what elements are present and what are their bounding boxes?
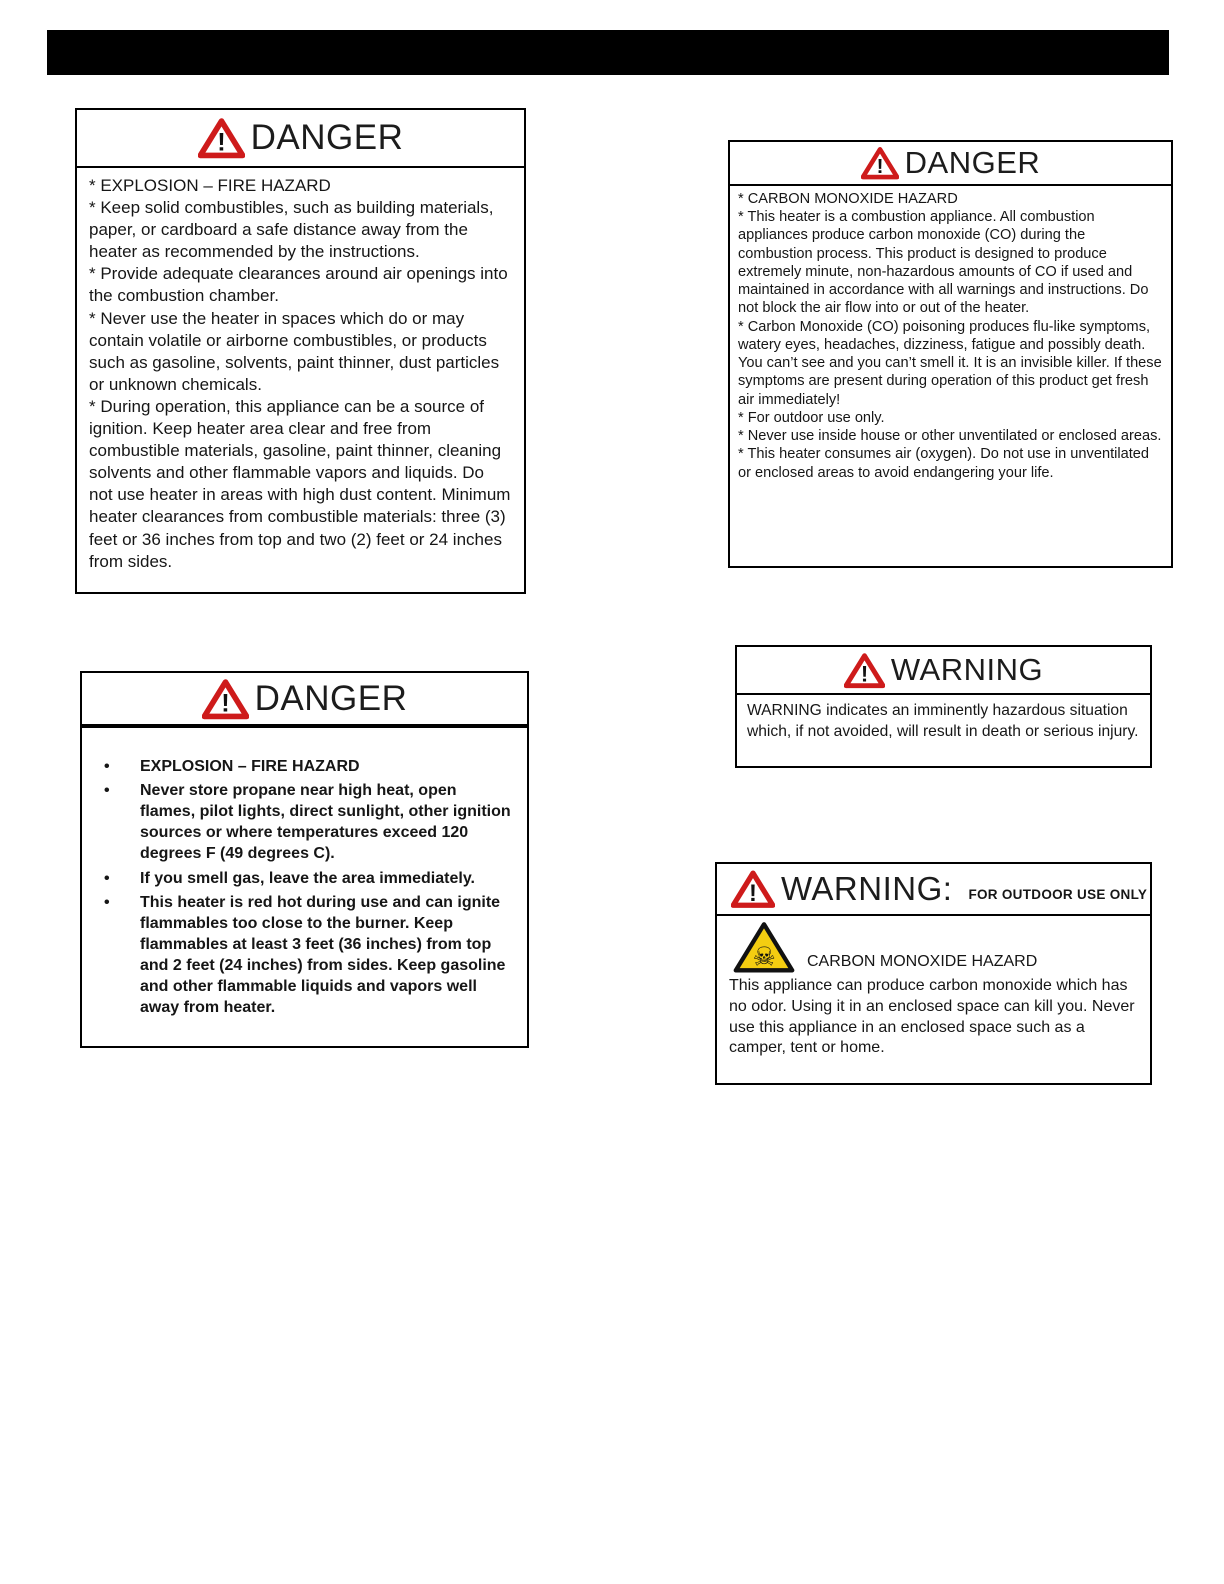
warning-triangle-icon (731, 869, 775, 909)
danger-box-carbon-monoxide-body (730, 186, 1171, 482)
danger-box-propane (80, 671, 529, 1048)
warning-line: * CARBON MONOXIDE HAZARD (738, 191, 958, 207)
danger-title: DANGER (250, 118, 404, 157)
danger-title: DANGER (904, 145, 1041, 180)
warning-title: WARNING (890, 652, 1044, 687)
warning-title: WARNING: (781, 870, 953, 907)
danger-box-carbon-monoxide-header (730, 142, 1171, 186)
danger-triangle-icon (861, 146, 899, 180)
svg-text:!: ! (216, 128, 226, 157)
warning-triangle-icon (844, 652, 885, 689)
danger-title: DANGER (254, 678, 408, 718)
outdoor-warning-header (717, 864, 1150, 916)
warning-line: * Carbon Monoxide (CO) poisoning produces flu-like symptoms, watery eyes, headaches, dizziness, fatigue and possibly death. You can’t see and you can’t smell it. It is an invisible killer. If these symptoms are present during operation of this product get fresh air immediately! (738, 318, 1162, 408)
danger-box-explosion-body (77, 168, 524, 573)
warning-line: * During operation, this appliance can be a source of ignition. Keep heater area clear and free from combustible materials, gasoline, paint thinner, cleaning solvents and other flammable vapors and liquids. Do not use heater in areas with high dust content. Minimum heater clearances from combustible materials: three (3) feet or 36 inches from top and two (2) feet or 24 inches from sides. (89, 396, 511, 571)
co-hazard-label: CARBON MONOXIDE HAZARD (807, 953, 1038, 970)
danger-box-carbon-monoxide (728, 140, 1173, 568)
warning-line: * Never use the heater in spaces which do or may contain volatile or airborne combustibles, or products such as gasoline, solvents, paint thinner, dust particles or unknown chemicals. (89, 308, 500, 394)
danger-box-propane-body (82, 728, 527, 1018)
co-hazard-row (717, 916, 1150, 974)
svg-text:!: ! (220, 689, 230, 718)
danger-box-propane-header (82, 673, 527, 728)
warning-line: * For outdoor use only. (738, 409, 885, 426)
warning-line: * Never use inside house or other unventilated or enclosed areas. (738, 428, 1162, 445)
warning-line: * EXPLOSION – FIRE HAZARD (89, 176, 331, 195)
outdoor-warning-body (717, 974, 1150, 1059)
warning-line: * This heater consumes air (oxygen). Do not use in unventilated or enclosed areas to avoid endangering your life. (738, 446, 1150, 481)
svg-text:!: ! (876, 155, 884, 179)
danger-box-explosion-header (77, 110, 524, 168)
svg-text:☠: ☠ (752, 943, 776, 972)
danger-box-explosion (75, 108, 526, 594)
page-header-bar (47, 30, 1169, 75)
warning-line: * Keep solid combustibles, such as building materials, paper, or cardboard a safe distance away from the heater as recommended by the instructions. (89, 198, 494, 262)
list-item: • This heater is red hot during use and can ignite flammables too close to the burner. Keep flammables at least 3 feet (36 inches) from top and 2 feet (24 inches) from sides. Keep gasoline and other flammable liquids and vapors well away from heater. (96, 892, 511, 1019)
warning-definition-body (737, 695, 1150, 742)
warning-line: * This heater is a combustion appliance. All combustion appliances produce carbon monoxide (CO) during the combustion process. This product is designed to produce extremely minute, non-hazardous amounts of CO if used and maintained in accordance with all warnings and instructions. Do not block the air flow into or out of the heater. (738, 209, 1149, 317)
danger-triangle-icon (202, 678, 249, 720)
danger-triangle-icon (198, 117, 245, 159)
list-item: • If you smell gas, leave the area immediately. (96, 868, 511, 889)
warning-definition-header (737, 647, 1150, 695)
svg-text:!: ! (749, 879, 757, 907)
warning-line: WARNING indicates an imminently hazardous situation which, if not avoided, will result in death or serious injury. (747, 702, 1139, 740)
warning-line: This appliance can produce carbon monoxide which has no odor. Using it in an enclosed space can kill you. Never use this appliance in an enclosed space such as a camper, tent or home. (729, 977, 1135, 1057)
warning-definition-box (735, 645, 1152, 768)
skull-crossbones-icon (733, 920, 795, 974)
list-item: • Never store propane near high heat, open flames, pilot lights, direct sunlight, other ignition sources or where temperatures exceed 120 degrees F (49 degrees C). (96, 780, 511, 864)
svg-text:!: ! (860, 661, 869, 687)
warning-line: * Provide adequate clearances around air openings into the combustion chamber. (89, 264, 508, 306)
outdoor-warning-box (715, 862, 1152, 1085)
list-item: • EXPLOSION – FIRE HAZARD (96, 756, 511, 777)
outdoor-use-only-label: FOR OUTDOOR USE ONLY (968, 886, 1148, 902)
